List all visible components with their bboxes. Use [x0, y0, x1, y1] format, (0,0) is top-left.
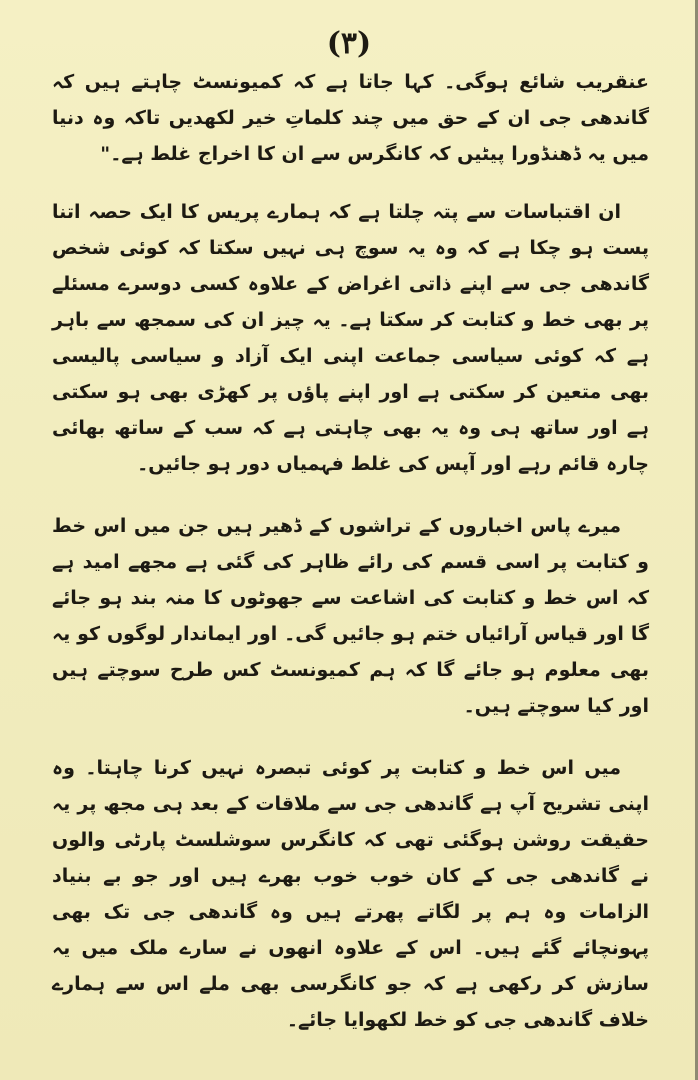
page-number: (۳) [326, 26, 372, 61]
paragraph-1: عنقریب شائع ہوگی۔ کہا جاتا ہے کہ کمیونسٹ چاہتے ہیں کہ گاندھی جی ان کے حق میں چند کلماتِ خیر لکھدیں تاکہ وہ دنیا میں یہ ڈھنڈورا پیٹیں کہ کانگرس سے ان کا اخراج غلط ہے۔" [52, 71, 649, 165]
body-text [52, 64, 649, 1064]
paragraph-4: میں اس خط و کتابت پر کوئی تبصرہ نہیں کرنا چاہتا۔ وہ اپنی تشریح آپ ہے گاندھی جی سے ملاقات کے بعد ہی مجھ پر یہ حقیقت روشن ہوگئی تھی کہ کانگرس سوشلسٹ پارٹی والوں نے گاندھی جی کے کان خوب خوب بھرے ہیں اور جو بے بنیاد الزامات وہ ہم پر لگاتے پھرتے ہیں وہ گاندھی جی تک بھی پہونچائے گئے ہیں۔ اس کے علاوہ انھوں نے سارے ملک میں یہ سازش کر رکھی ہے کہ جو کانگرسی بھی ملے اس سے ہمارے خلاف گاندھی جی کو خط لکھوایا جائے۔ [52, 757, 649, 1031]
paragraph-3: میرے پاس اخباروں کے تراشوں کے ڈھیر ہیں جن میں اس خط و کتابت پر اسی قسم کی رائے ظاہر کی گئی ہے مجھے امید ہے کہ اس خط و کتابت کی اشاعت سے جھوٹوں کا منہ بند ہو جائے گا اور قیاس آرائیاں ختم ہو جائیں گی۔ اور ایماندار لوگوں کو یہ بھی معلوم ہو جائے گا کہ ہم کمیونسٹ کس طرح سوچتے ہیں اور کیا سوچتے ہیں۔ [52, 515, 649, 717]
paragraph-2: ان اقتباسات سے پتہ چلتا ہے کہ ہمارے پریس کا ایک حصہ اتنا پست ہو چکا ہے کہ وہ یہ سوچ ہی نہیں سکتا کہ کوئی شخص گاندھی جی سے اپنے ذاتی اغراض کے علاوہ کسی دوسرے مسئلے پر بھی خط و کتابت کر سکتا ہے۔ یہ چیز ان کی سمجھ سے باہر ہے کہ کوئی سیاسی جماعت اپنی ایک آزاد و سیاسی پالیسی بھی متعین کر سکتی ہے اور اپنے پاؤں پر کھڑی بھی ہو سکتی ہے اور ساتھ ہی وہ یہ بھی چاہتی ہے کہ سب کے ساتھ بھائی چارہ قائم رہے اور آپس کی غلط فہمیاں دور ہو جائیں۔ [52, 201, 649, 475]
